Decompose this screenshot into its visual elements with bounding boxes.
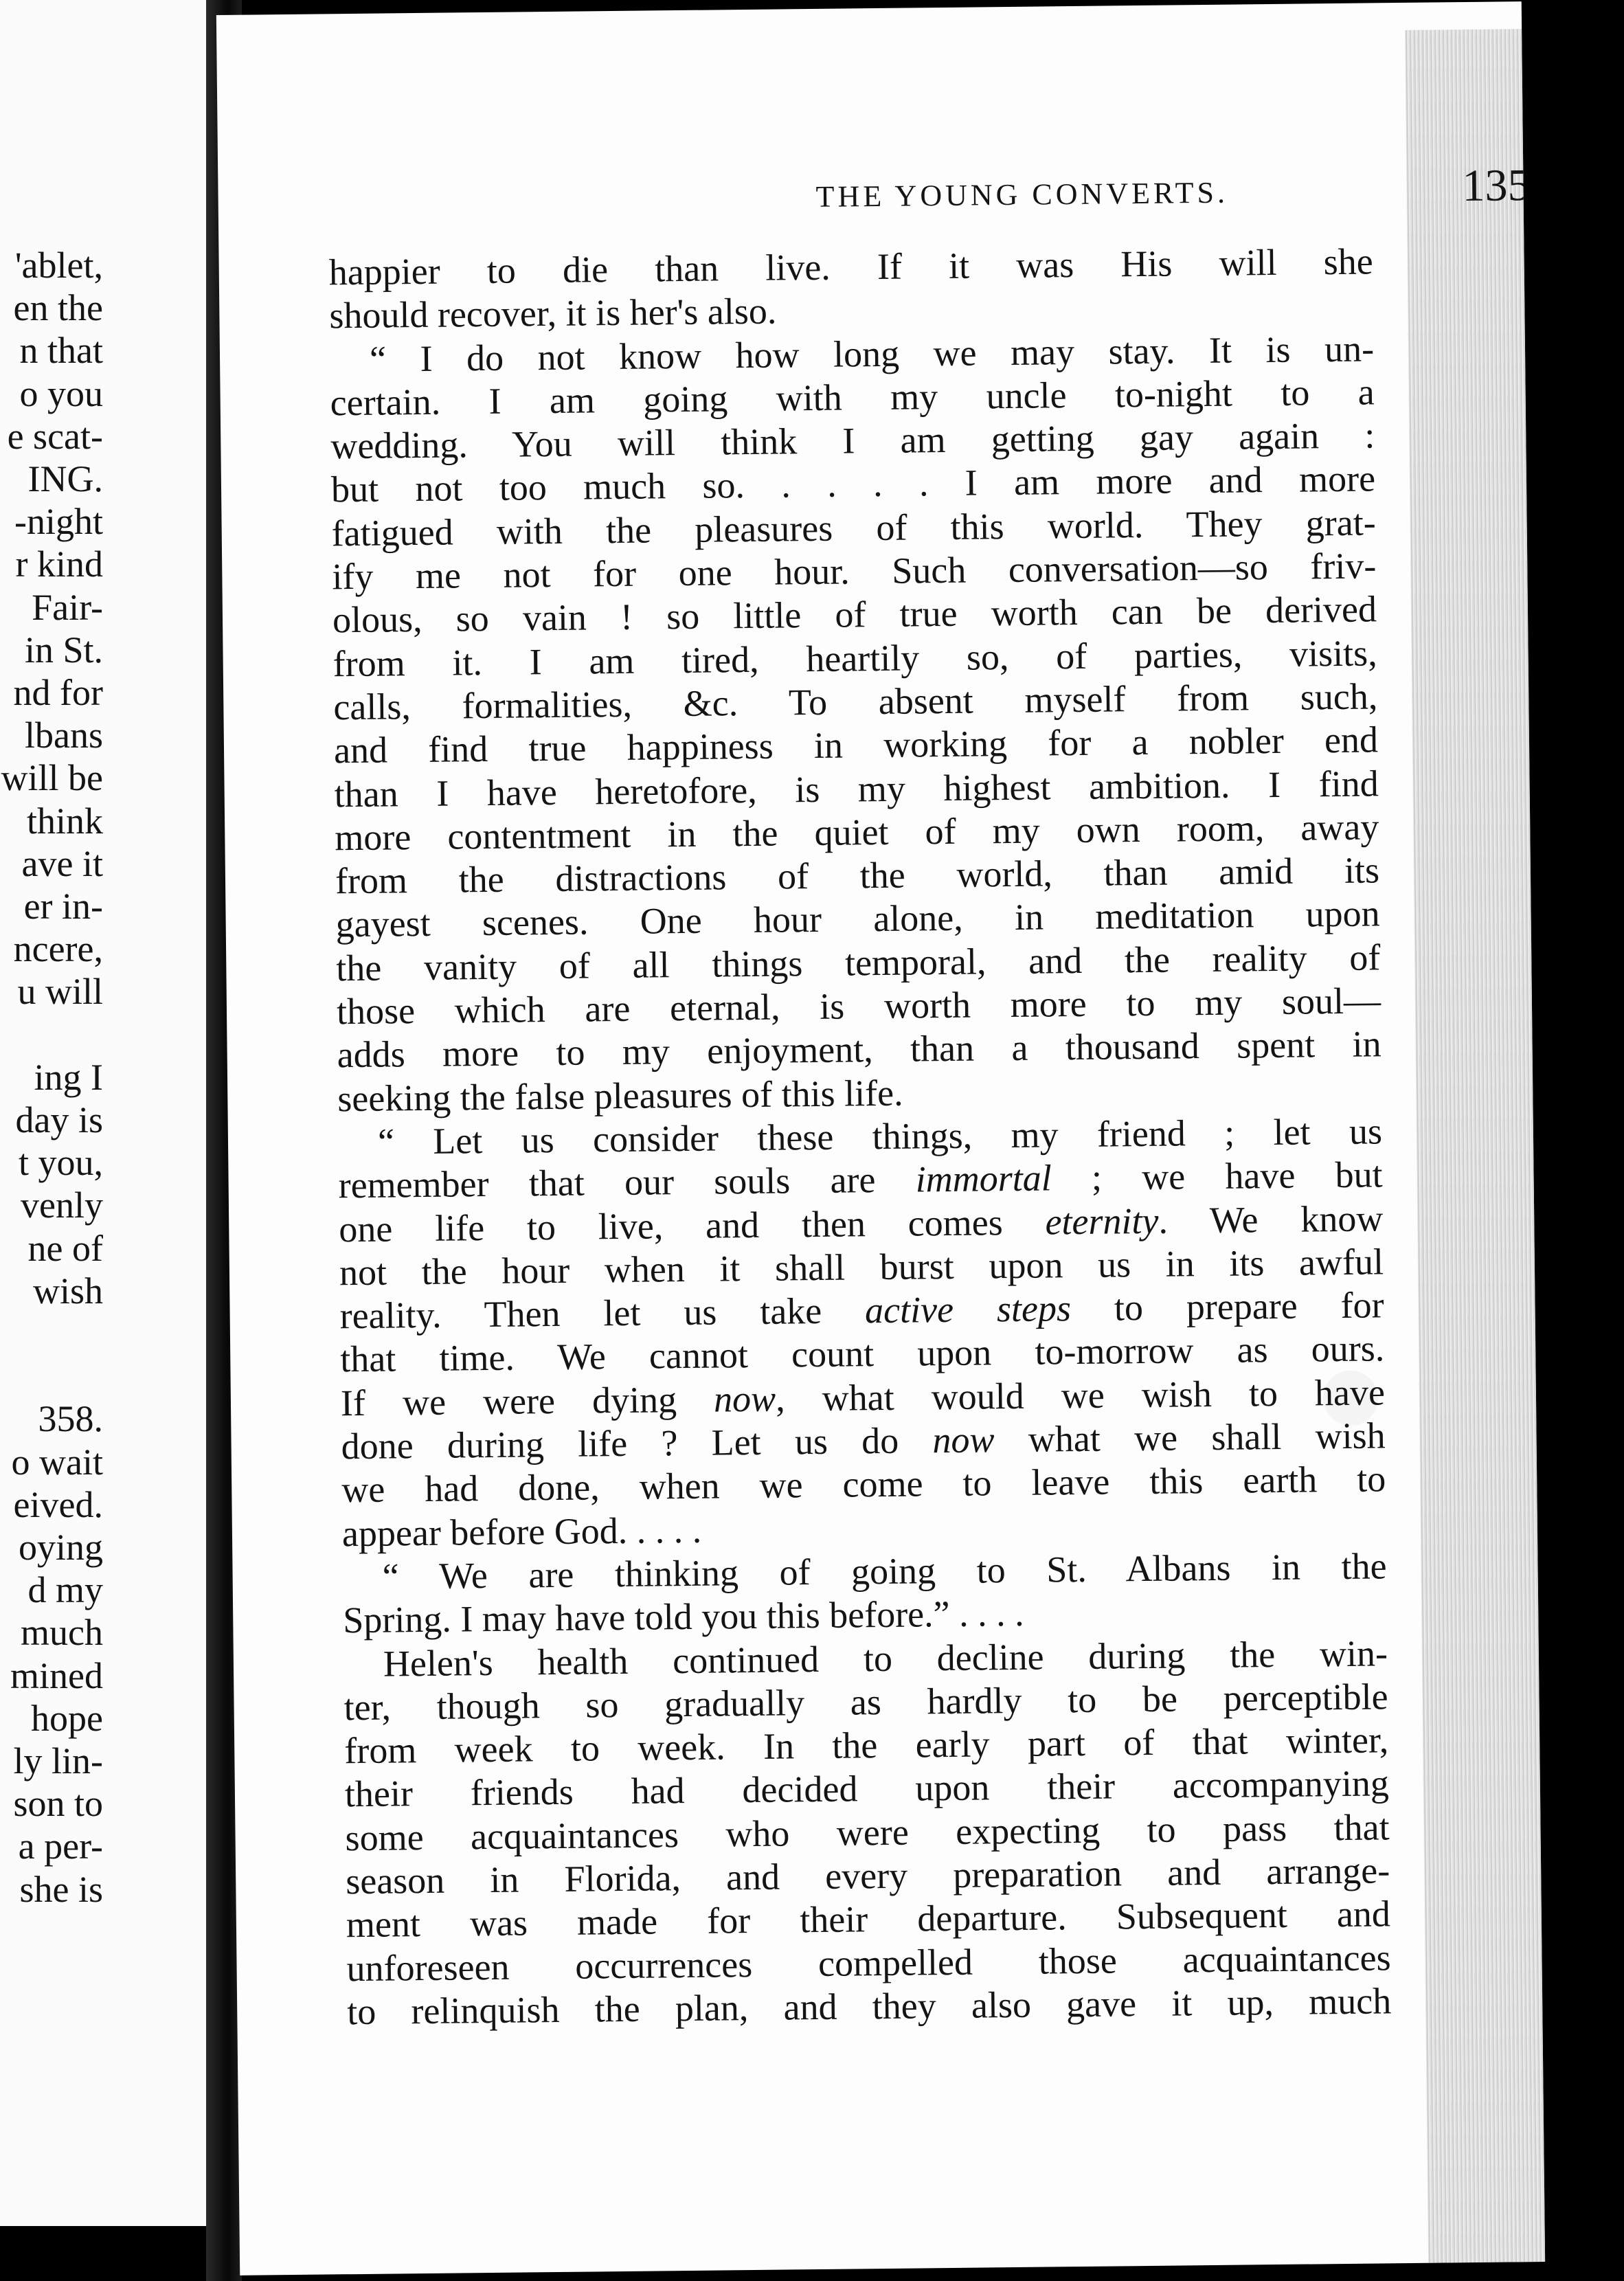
text-line: the vanity of all things temporal, and the reality of — [336, 936, 1381, 989]
page-number: 135 — [1462, 160, 1531, 212]
facing-page-line: u will — [17, 971, 103, 1013]
page-header — [602, 159, 1545, 224]
text-line: those which are eternal, is worth more to my soul— — [336, 980, 1381, 1033]
text-line: Spring. I may have told you this before.” . . . . — [342, 1593, 1024, 1641]
italic-word: active steps — [864, 1288, 1072, 1331]
text-line: happier to die than live. If it was His will she — [328, 240, 1373, 293]
facing-page-line: wish — [32, 1270, 103, 1312]
facing-page-line: -night — [14, 501, 103, 543]
text-line: reality. Then let us take active steps to prepare for — [339, 1284, 1384, 1337]
text-line: wedding. You will think I am getting gay again : — [330, 414, 1375, 467]
facing-page-line: think — [26, 800, 103, 842]
text-line: more contentment in the quiet of my own room, away — [335, 806, 1379, 859]
facing-page-line: 358. — [38, 1398, 103, 1440]
facing-page-line: o wait — [11, 1441, 103, 1483]
text-line: “ I do not know how long we may stay. It is un- — [369, 328, 1375, 380]
text-line: but not too much so. . . . . I am more and more — [330, 458, 1376, 510]
facing-page-line: t you, — [18, 1142, 103, 1184]
facing-page-line: oying — [18, 1527, 103, 1568]
facing-page-line: 'ablet, — [14, 245, 103, 286]
facing-page-line: ING. — [27, 458, 103, 499]
page-edge — [1405, 29, 1545, 2263]
text-line: from the distractions of the world, than amid its — [335, 849, 1380, 902]
text-line: some acquaintances who were expecting to pass that — [345, 1806, 1390, 1858]
facing-page-line: will be — [1, 757, 103, 799]
facing-page-line: much — [21, 1612, 103, 1654]
facing-page-line: eived. — [13, 1483, 103, 1525]
facing-page-line: r kind — [15, 543, 103, 585]
text-line: “ We are thinking of going to St. Albans in the — [382, 1545, 1387, 1597]
text-line: If we were dying now, what would we wish to have — [340, 1371, 1386, 1424]
text-line: from week to week. In the early part of that winter, — [343, 1719, 1389, 1772]
facing-page-line: Fair- — [32, 586, 103, 628]
facing-page-line: ave it — [21, 842, 103, 884]
text-line: appear before God. . . . . — [341, 1509, 702, 1554]
text-line: olous, so vain ! so little of true worth can be derived — [332, 588, 1377, 641]
facing-page-line: hope — [31, 1697, 103, 1739]
text-line: one life to live, and then comes eternity. We know — [339, 1197, 1384, 1250]
book-page — [216, 1, 1545, 2276]
facing-page-line: er in- — [23, 886, 103, 927]
facing-page-line: ne of — [27, 1227, 103, 1269]
text-line: from it. I am tired, heartily so, of parties, visits, — [332, 632, 1377, 684]
facing-page-line: n that — [19, 330, 103, 372]
text-line: ment was made for their departure. Subsequent and — [346, 1893, 1391, 1946]
facing-page-line: nd for — [13, 672, 103, 713]
italic-word: now — [713, 1378, 776, 1420]
facing-page-line: en the — [13, 287, 103, 329]
facing-page — [0, 0, 206, 2226]
text-line: should recover, it is her's also. — [329, 290, 777, 337]
text-line: fatigued with the pleasures of this world. They grat- — [331, 502, 1376, 554]
text-line: “ Let us consider these things, my friend ; let us — [377, 1110, 1383, 1162]
text-line: done during life ? Let us do now what we shall wish — [341, 1415, 1386, 1468]
facing-page-line: a per- — [18, 1825, 103, 1867]
text-line: seeking the false pleasures of this life. — [337, 1072, 903, 1119]
text-line: that time. We cannot count upon to-morrow as ours. — [340, 1327, 1385, 1380]
text-line: adds more to my enjoyment, than a thousand spent in — [337, 1023, 1381, 1076]
text-line: than I have heretofore, is my highest ambition. I find — [334, 762, 1379, 815]
facing-page-line: venly — [21, 1184, 103, 1226]
facing-page-line: ing I — [34, 1056, 103, 1098]
text-line: certain. I am going with my uncle to-night to a — [330, 371, 1375, 424]
facing-page-line: mined — [10, 1654, 103, 1696]
body-text — [328, 240, 1391, 2034]
facing-page-line: day is — [15, 1099, 103, 1140]
text-line: we had done, when we come to leave this earth to — [341, 1458, 1386, 1511]
facing-page-line: o you — [19, 372, 103, 414]
text-line: their friends had decided upon their accompanying — [344, 1762, 1390, 1815]
text-line: not the hour when it shall burst upon us in its awful — [339, 1241, 1384, 1294]
text-line: and find true happiness in working for a nobler end — [333, 719, 1379, 772]
text-line: unforeseen occurrences compelled those acquaintances — [346, 1936, 1391, 1989]
text-line: calls, formalities, &c. To absent myself from such, — [333, 675, 1378, 728]
text-line: season in Florida, and every preparation and arrange- — [345, 1850, 1390, 1902]
text-line: gayest scenes. One hour alone, in meditation upon — [335, 892, 1380, 945]
italic-word: eternity — [1045, 1200, 1159, 1243]
text-line: Helen's health continued to decline during the win- — [383, 1632, 1388, 1685]
facing-page-line: son to — [13, 1783, 103, 1825]
text-line: ify me not for one hour. Such conversation—so friv- — [332, 545, 1377, 598]
running-head: THE YOUNG CONVERTS. — [815, 175, 1229, 214]
facing-page-line: she is — [19, 1868, 103, 1910]
italic-word: now — [932, 1419, 995, 1461]
text-line: to relinquish the plan, and they also gave it up, much — [346, 1980, 1392, 2033]
text-line: remember that our souls are immortal ; we have but — [338, 1154, 1383, 1206]
facing-page-line: e scat- — [7, 415, 103, 457]
text-line: ter, though so gradually as hardly to be perceptible — [343, 1676, 1388, 1729]
italic-word: immortal — [915, 1157, 1052, 1200]
facing-page-line: ly lin- — [13, 1740, 103, 1782]
facing-page-line: in St. — [24, 629, 103, 671]
facing-page-line: d my — [27, 1569, 103, 1611]
facing-page-line: lbans — [25, 715, 103, 756]
facing-page-line: ncere, — [13, 928, 103, 970]
